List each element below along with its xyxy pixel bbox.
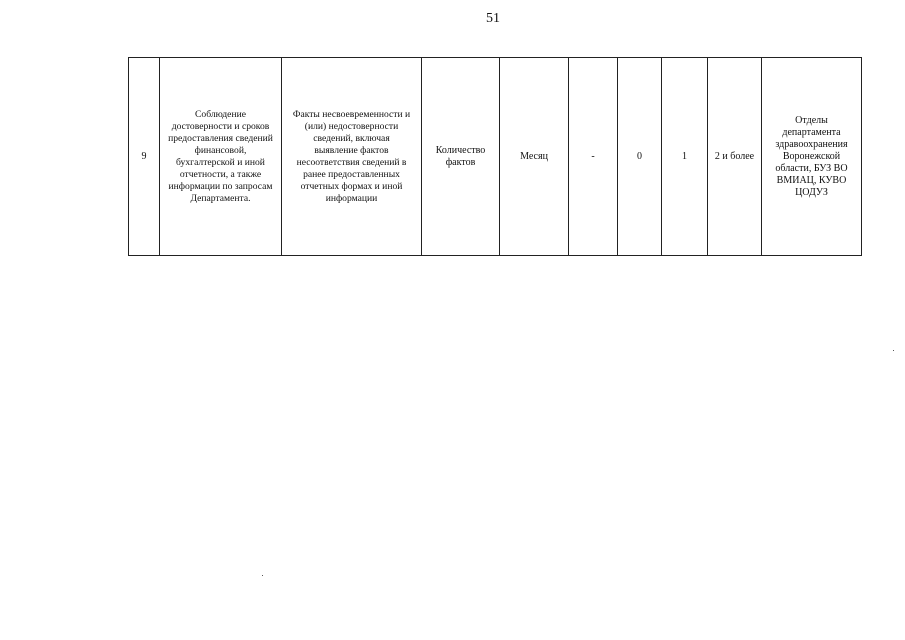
value-dash-cell: - xyxy=(569,58,618,256)
page-number: 51 xyxy=(486,11,500,26)
value-more-cell: 2 и более xyxy=(708,58,762,256)
indicator-cell: Соблюдение достоверности и сроков предоставления сведений финансовой, бухгалтерской и иной отчетности, а также информации по запросам Департамента. xyxy=(160,58,282,256)
unit-cell: Количество фактов xyxy=(422,58,500,256)
value-zero-cell: 0 xyxy=(618,58,662,256)
responsible-cell: Отделы департамента здравоохранения Воронежской области, БУЗ ВО ВМИАЦ, КУВО ЦОДУЗ xyxy=(762,58,862,256)
scan-speck xyxy=(262,575,263,576)
criteria-table xyxy=(128,57,862,256)
scan-speck xyxy=(893,350,894,351)
table-row xyxy=(129,58,862,256)
value-one-cell: 1 xyxy=(662,58,708,256)
period-cell: Месяц xyxy=(500,58,569,256)
description-cell: Факты несвоевременности и (или) недостоверности сведений, включая выявление фактов несоответствия сведений в ранее предоставленных отчетных формах и иной информации xyxy=(282,58,422,256)
row-number-cell: 9 xyxy=(129,58,160,256)
